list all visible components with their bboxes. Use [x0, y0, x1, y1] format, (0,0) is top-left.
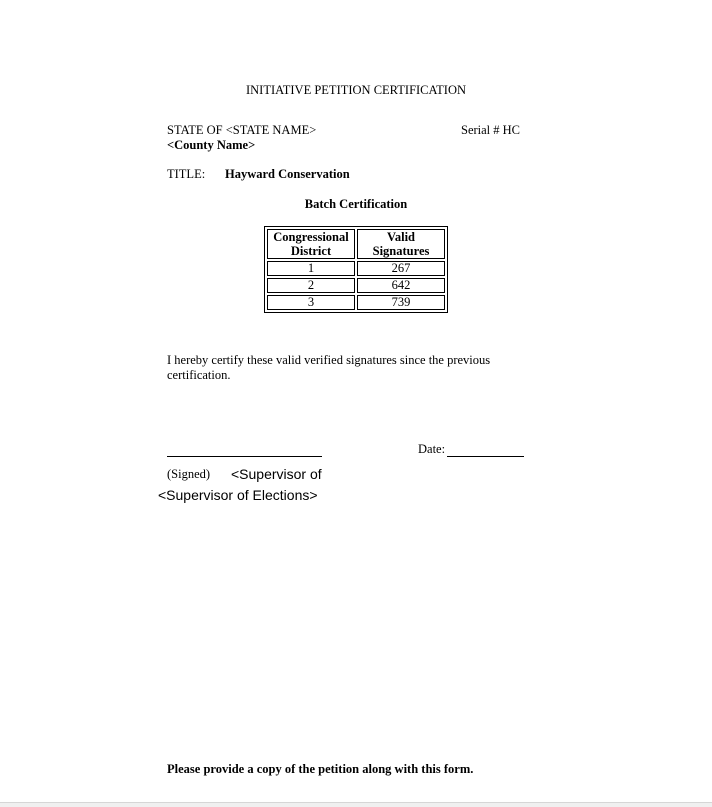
page-bottom-edge	[0, 802, 712, 807]
district-cell: 2	[267, 278, 355, 293]
signatures-table	[264, 226, 448, 313]
district-header-line1: Congressional	[273, 230, 349, 244]
table-row	[267, 261, 445, 276]
supervisor-line-1: <Supervisor of	[231, 466, 322, 482]
date-label: Date:	[418, 442, 446, 456]
table-header-row	[267, 229, 445, 259]
signatures-cell: 267	[357, 261, 445, 276]
certification-text: I hereby certify these valid verified signatures since the previous certification.	[167, 353, 491, 382]
signatures-header-line1: Valid	[386, 230, 416, 244]
signatures-cell: 739	[357, 295, 445, 310]
date-line	[447, 456, 524, 457]
supervisor-line-2: <Supervisor of Elections>	[158, 487, 318, 503]
signed-label: (Signed)	[167, 467, 211, 481]
signatures-header	[357, 229, 445, 259]
footer-note: Please provide a copy of the petition along with this form.	[167, 762, 474, 776]
table-row	[267, 278, 445, 293]
document-title: INITIATIVE PETITION CERTIFICATION	[245, 83, 467, 97]
district-header	[267, 229, 355, 259]
title-value: Hayward Conservation	[225, 167, 350, 181]
serial-number: Serial # HC	[461, 123, 521, 137]
district-cell: 1	[267, 261, 355, 276]
signatures-cell: 642	[357, 278, 445, 293]
state-line: STATE OF <STATE NAME>	[167, 123, 317, 137]
county-name: <County Name>	[167, 138, 256, 152]
batch-heading: Batch Certification	[304, 197, 408, 211]
signature-line	[167, 456, 322, 457]
table-row	[267, 295, 445, 310]
district-cell: 3	[267, 295, 355, 310]
district-header-line2: District	[290, 244, 332, 258]
title-label: TITLE:	[167, 167, 206, 181]
signatures-header-line2: Signatures	[372, 244, 430, 258]
